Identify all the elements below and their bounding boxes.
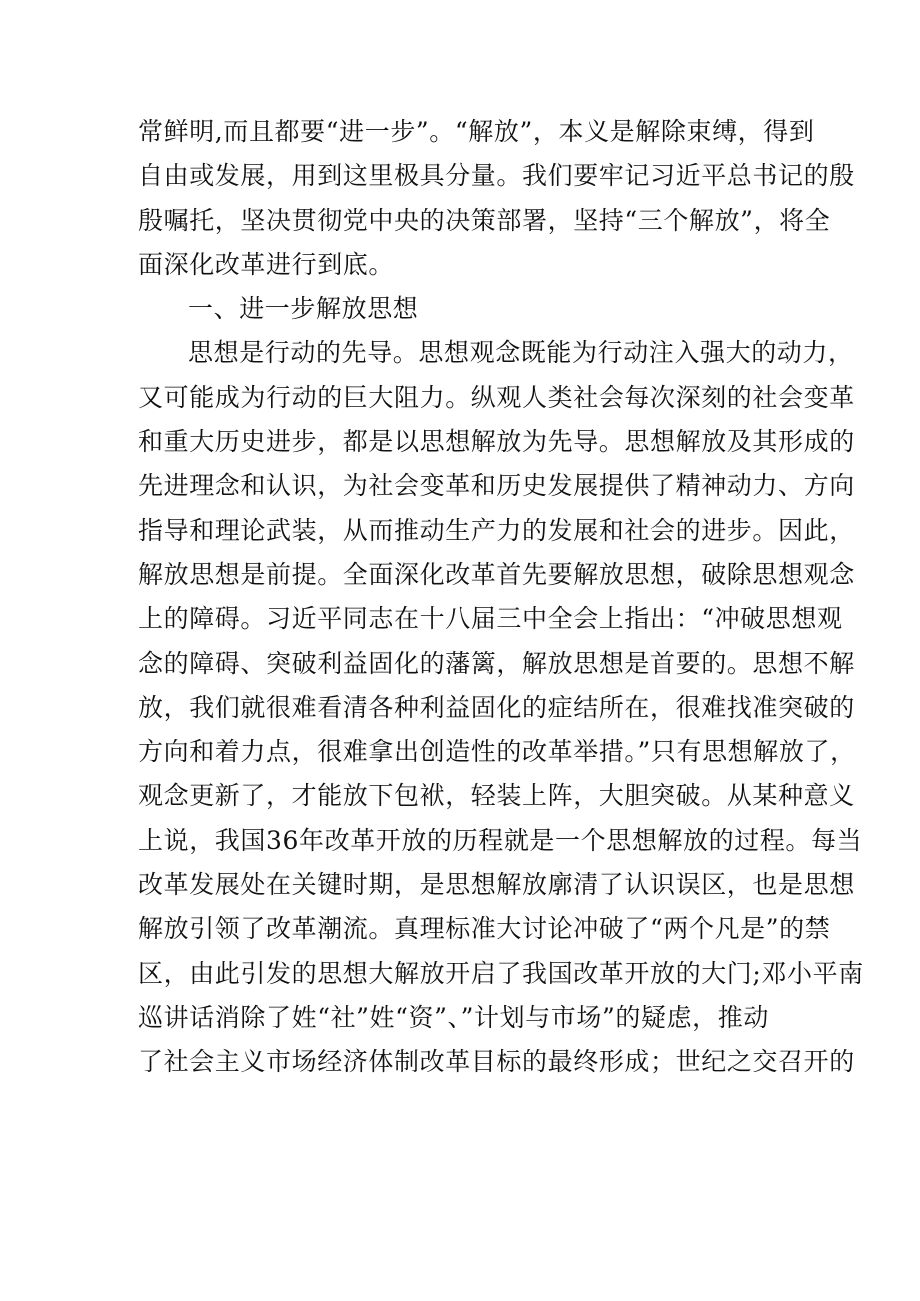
paragraph-2-line: 指导和理论武装，从而推动生产力的发展和社会的进步。因此， xyxy=(138,515,855,545)
paragraph-2-line: 和重大历史进步，都是以思想解放为先导。思想解放及其形成的 xyxy=(138,427,855,457)
paragraph-2-line: 改革发展处在关键时期，是思想解放廓清了认识误区，也是思想 xyxy=(138,870,855,900)
paragraph-2-line: 巡讲话消除了姓“社”姓“资”、”计划与市场”的疑虑，推动 xyxy=(138,1002,769,1032)
paragraph-1-line: 自由或发展，用到这里极具分量。我们要牢记习近平总书记的殷 xyxy=(138,161,855,191)
paragraph-2-line: 观念更新了，才能放下包袱，轻装上阵，大胆突破。从某种意义 xyxy=(138,781,855,811)
paragraph-2-line: 区，由此引发的思想大解放开启了我国改革开放的大门;邓小平南 xyxy=(138,958,864,988)
paragraph-2-line: 上说，我国36年改革开放的历程就是一个思想解放的过程。每当 xyxy=(138,825,863,855)
paragraph-2-line: 先进理念和认识，为社会变革和历史发展提供了精神动力、方向 xyxy=(138,471,855,501)
document-body xyxy=(138,110,864,1085)
paragraph-2-line: 放，我们就很难看清各种利益固化的症结所在，很难找准突破的 xyxy=(138,692,855,722)
paragraph-2-line: 念的障碍、突破利益固化的藩篱，解放思想是首要的。思想不解 xyxy=(138,648,855,678)
paragraph-2-line: 上的障碍。习近平同志在十八届三中全会上指出：“冲破思想观 xyxy=(138,604,843,634)
paragraph-1-line: 殷嘱托，坚决贯彻党中央的决策部署，坚持“三个解放”，将全 xyxy=(138,205,831,235)
paragraph-1-line: 常鲜明,而且都要“进一步”。“解放”，本义是解除束缚，得到 xyxy=(138,117,815,146)
paragraph-2-line: 了社会主义市场经济体制改革目标的最终形成；世纪之交召开的 xyxy=(138,1047,855,1077)
section-heading: 一、进一步解放思想 xyxy=(188,294,419,324)
paragraph-2-line: 解放引领了改革潮流。真理标准大讨论冲破了“两个凡是”的禁 xyxy=(138,914,831,944)
paragraph-2-line: 思想是行动的先导。思想观念既能为行动注入强大的动力， xyxy=(188,338,854,368)
paragraph-2-line: 又可能成为行动的巨大阻力。纵观人类社会每次深刻的社会变革 xyxy=(138,382,855,412)
paragraph-1-line: 面深化改革进行到底。 xyxy=(138,249,395,279)
paragraph-2-line: 方向和着力点，很难拿出创造性的改革举措。”只有思想解放了， xyxy=(138,737,856,767)
paragraph-2-line: 解放思想是前提。全面深化改革首先要解放思想，破除思想观念 xyxy=(138,559,855,589)
